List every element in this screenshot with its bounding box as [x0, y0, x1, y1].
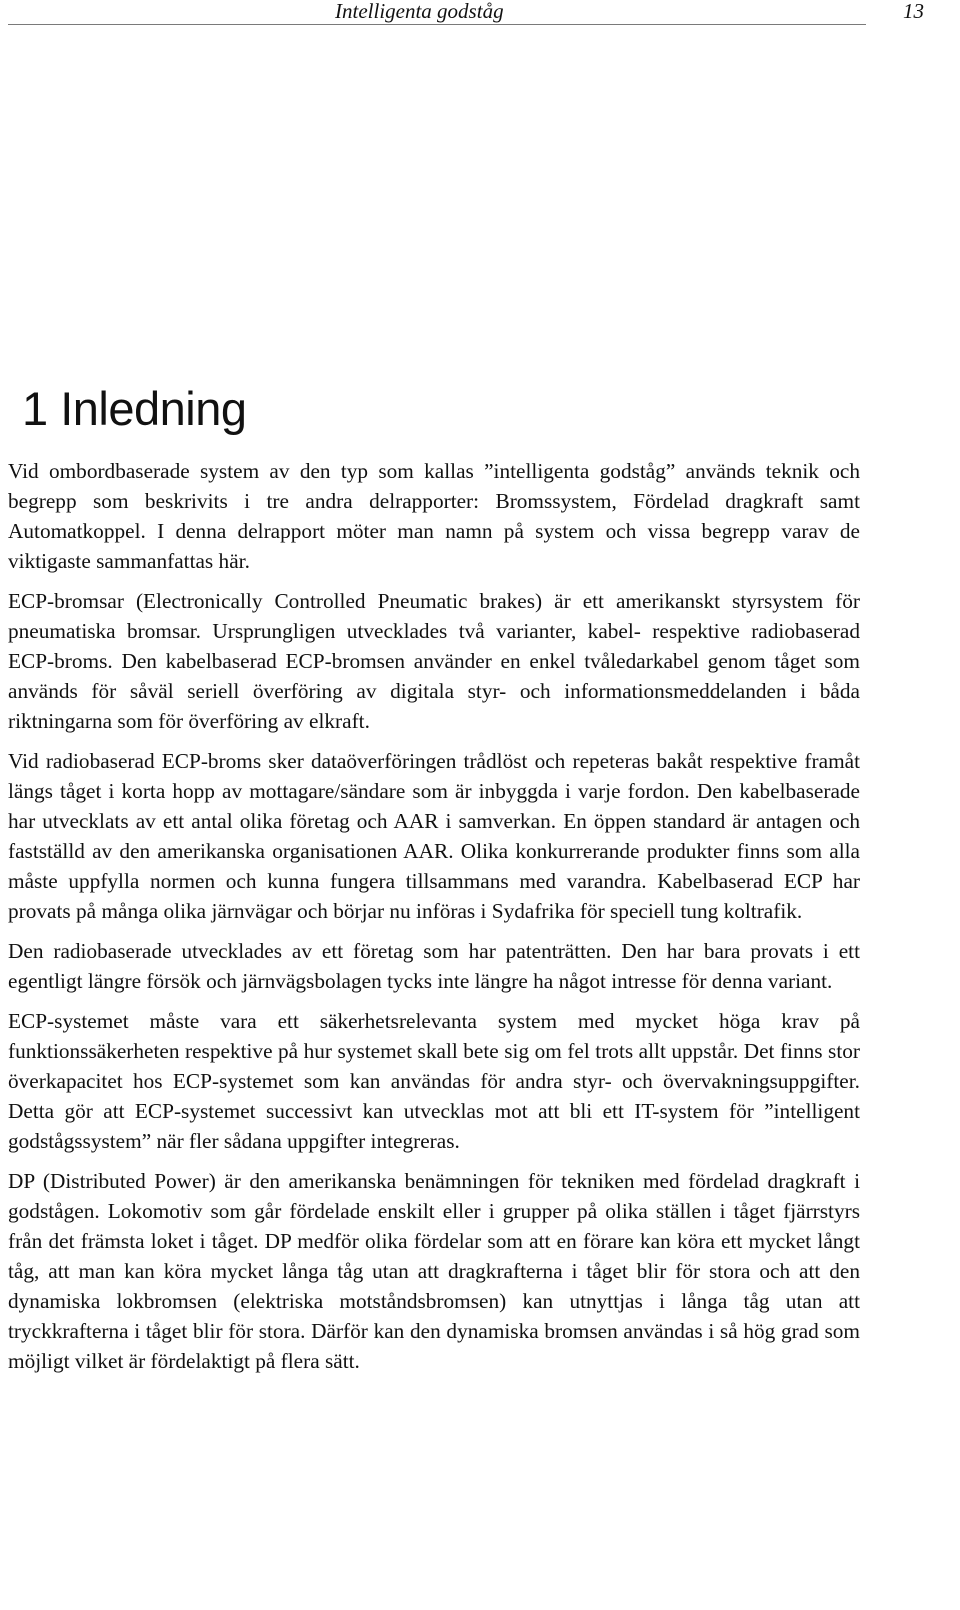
chapter-heading: 1 Inledning: [22, 382, 247, 435]
header-title: Intelligenta godståg: [335, 0, 504, 23]
paragraph-radio-variant: Den radiobaserade utvecklades av ett företag som har patenträtten. Den har bara provats i ett egentligt längre försök och järnvägsbolagen tycks inte längre ha något intresse för denna variant.: [8, 939, 860, 993]
paragraph-ecp-system: ECP-systemet måste vara ett säkerhetsrelevanta system med mycket höga krav på funktionssäkerheten respektive på hur systemet skall bete sig om fel trots allt uppstår. Det finns stor överkapacitet hos ECP-systemet som kan användas för andra styr- och övervakningsuppgifter. Detta gör att ECP-systemet successivt kan utvecklas mot att bli ett IT-system för ”intelligent godstågssystem” när fler sådana uppgifter integreras.: [8, 1009, 860, 1153]
paragraph-intro: Vid ombordbaserade system av den typ som kallas ”intelligenta godståg” används teknik och begrepp som beskrivits i tre andra delrapporter: Bromssystem, Fördelad dragkraft samt Automatkoppel. I denna delrapport möter man namn på system och vissa begrepp varav de viktigaste sammanfattas här.: [8, 459, 860, 573]
paragraph-radio-ecp: Vid radiobaserad ECP-broms sker dataöverföringen trådlöst och repeteras bakåt respektive framåt längs tåget i korta hopp av mottagare/sändare som är inbyggda i varje fordon. Den kabelbaserade har utvecklats av ett antal olika företag och AAR i samverkan. En öppen standard är antagen och fastställd av den amerikanska organisationen AAR. Olika konkurrerande produkter finns som alla måste uppfylla normen och kunna fungera tillsammans med varandra. Kabelbaserad ECP har provats på många olika järnvägar och börjar nu införas i Sydafrika för speciell tung koltrafik.: [8, 749, 860, 923]
body-text: [8, 456, 860, 1376]
paragraph-ecp-brakes: ECP-bromsar (Electronically Controlled Pneumatic brakes) är ett amerikanskt styrsystem för pneumatiska bromsar. Ursprungligen utvecklades två varianter, kabel- respektive radiobaserad ECP-broms. Den kabelbaserad ECP-bromsen använder en enkel tvåledarkabel genom tåget som används för såväl seriell överföring av digitala styr- och informationsmeddelanden i båda riktningarna som för överföring av elkraft.: [8, 589, 860, 733]
paragraph-distributed-power: DP (Distributed Power) är den amerikanska benämningen för tekniken med fördelad dragkraft i godstågen. Lokomotiv som går fördelade enskilt eller i grupper på olika ställen i tåget fjärrstyrs från det främsta loket i tåget. DP medför olika fördelar som att en förare kan köra ett mycket långt tåg, att man kan köra mycket långa tåg utan att dragkrafterna i tåget blir för stora och att den dynamiska lokbromsen (elektriska motståndsbromsen) kan utnyttjas i långa tåg utan att tryckkrafterna i tåget blir för stora. Därför kan den dynamiska bromsen användas i så hög grad som möjligt vilket är fördelaktigt på flera sätt.: [8, 1169, 860, 1373]
running-header: [8, 0, 924, 25]
page-number: 13: [903, 0, 924, 23]
